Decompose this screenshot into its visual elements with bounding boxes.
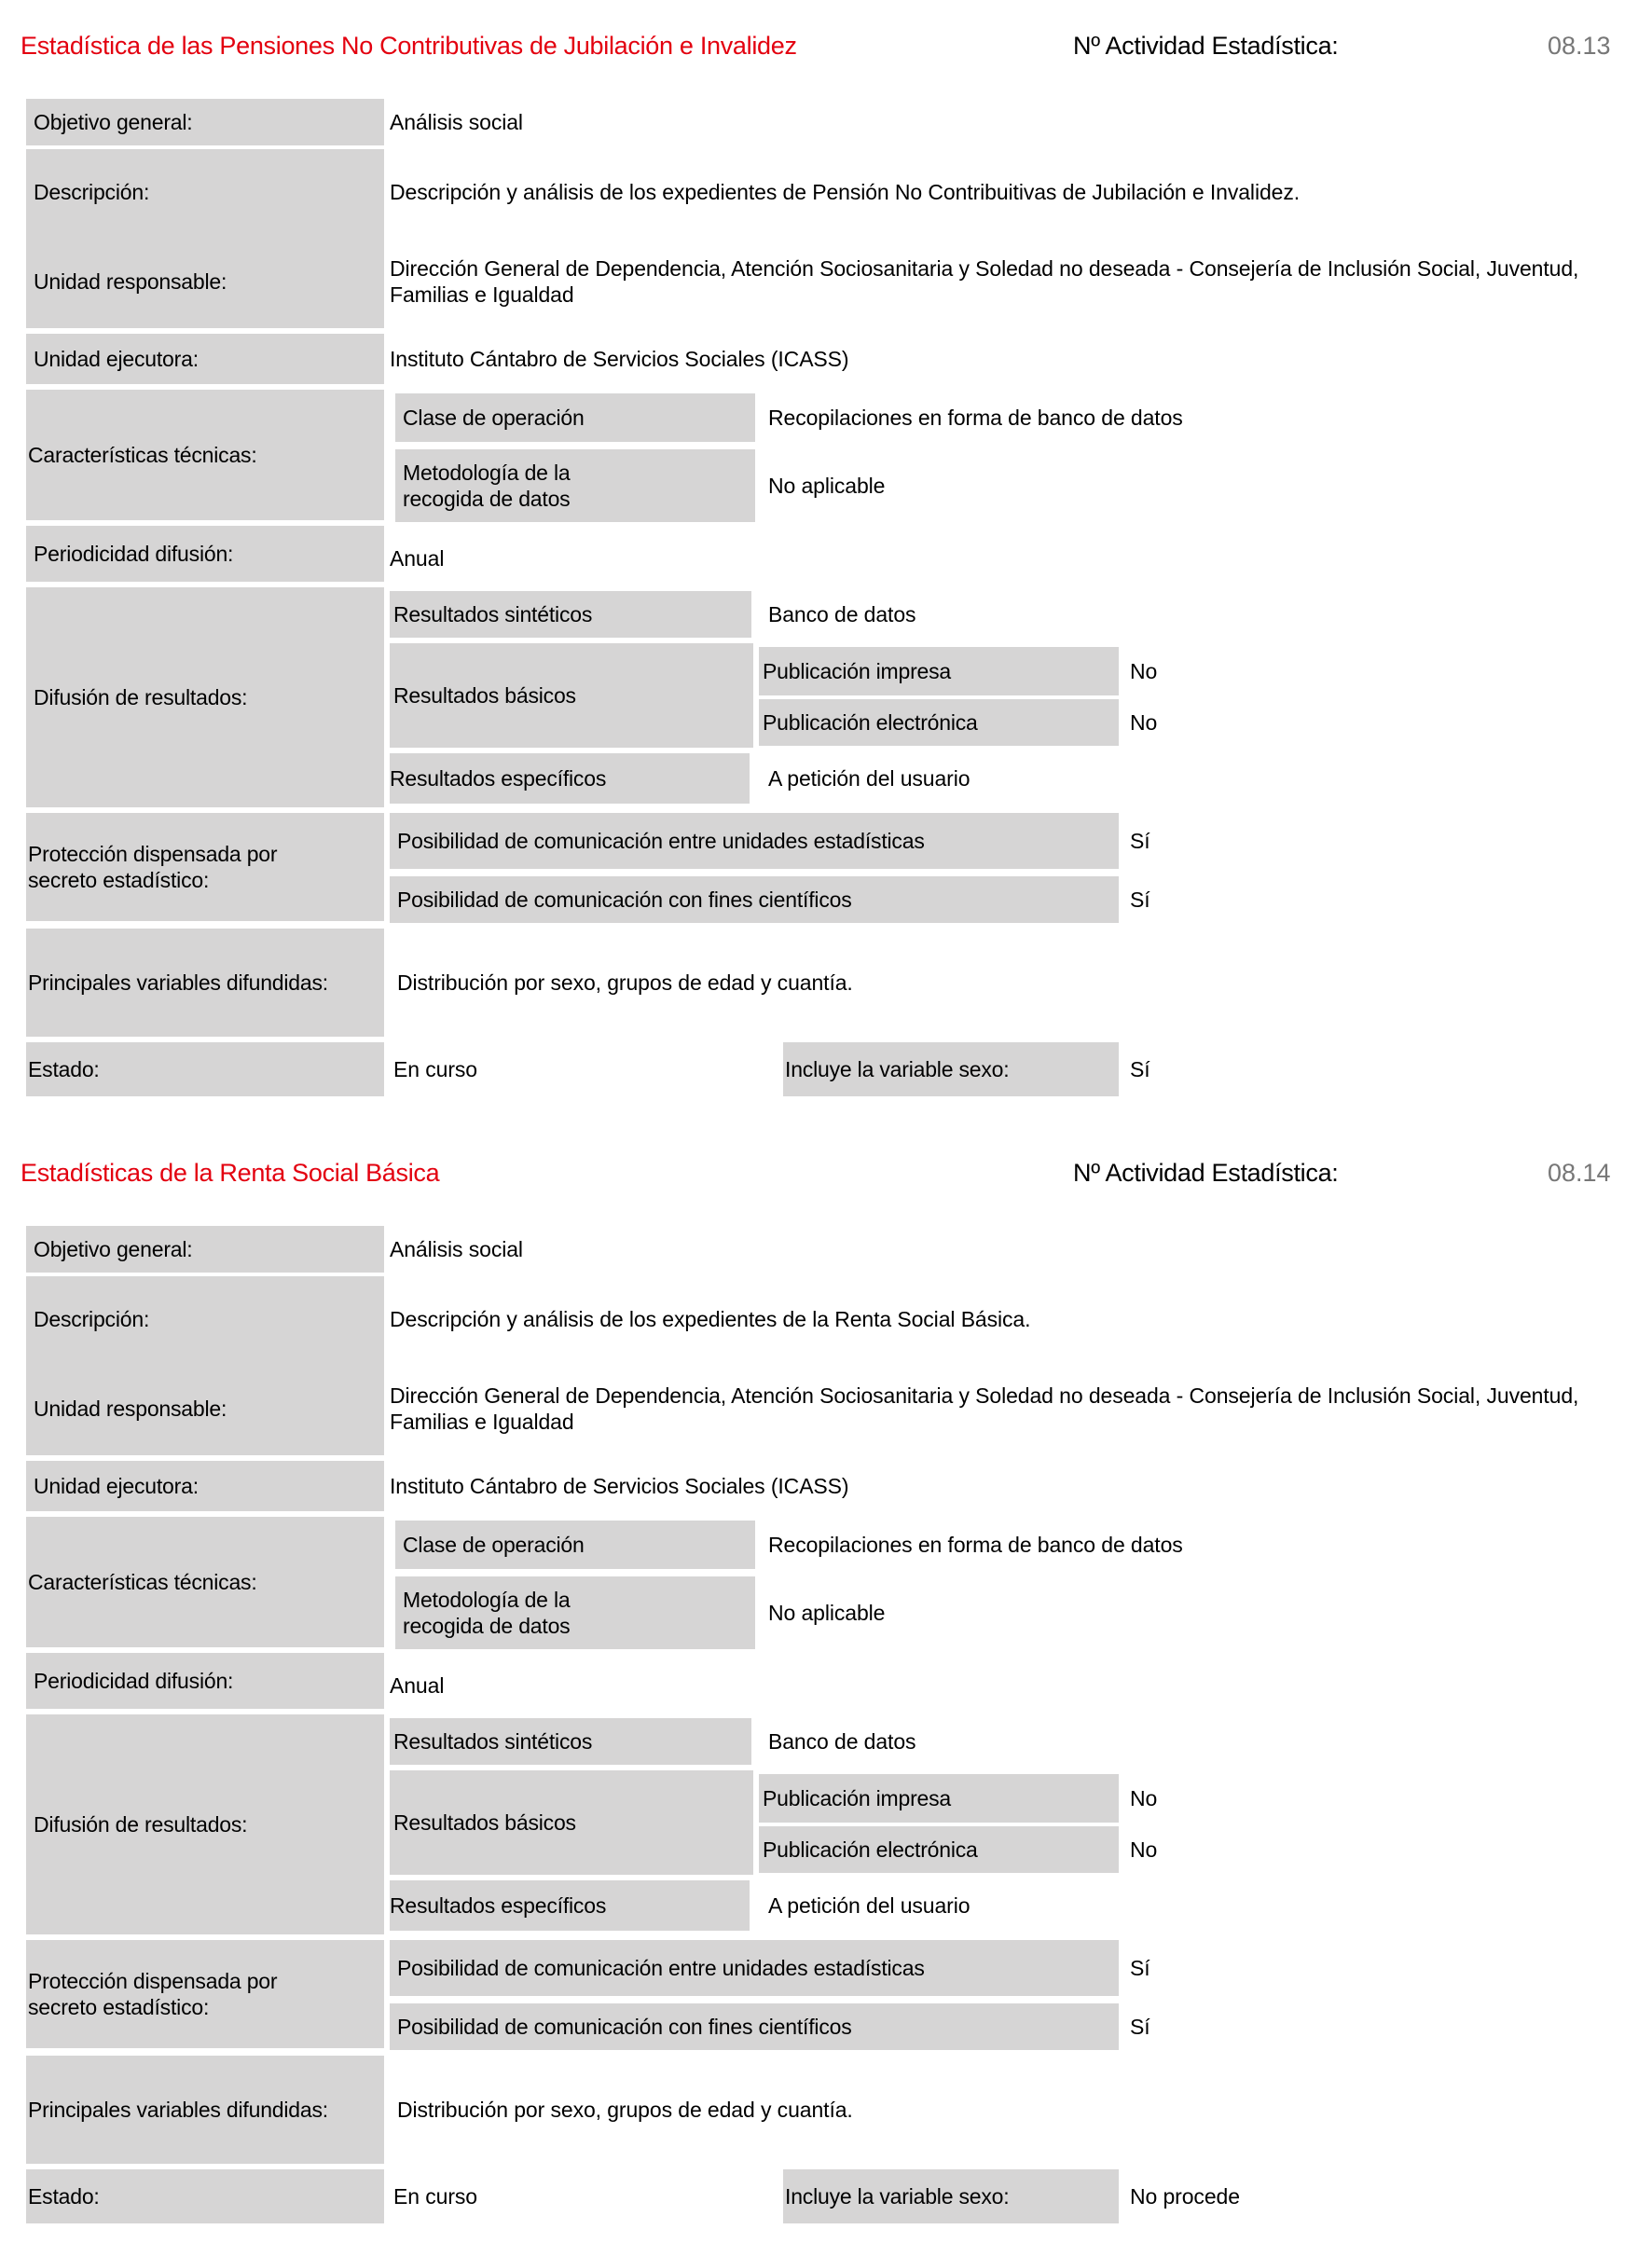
estado-label: Estado: [26,1042,384,1096]
variables-label: Principales variables difundidas: [26,2056,384,2164]
estado-value: En curso [393,2184,477,2209]
descripcion-label [26,149,384,328]
metodologia-value: No aplicable [768,474,886,498]
objetivo-label: Objetivo general: [26,99,384,145]
publicacion-impresa-label: Publicación impresa [759,1774,1119,1823]
variables-value: Distribución por sexo, grupos de edad y cuantía. [397,970,853,995]
estado-label: Estado: [26,2169,384,2223]
activity-number-label: Nº Actividad Estadística: [1073,1159,1339,1187]
unidad-ejecutora-value: Instituto Cántabro de Servicios Sociales (ICASS) [390,1474,849,1498]
incluye-sexo-label: Incluye la variable sexo: [783,1042,1119,1096]
activity-number: 08.13 [1548,32,1611,60]
objetivo-value: Análisis social [390,1237,523,1261]
incluye-sexo-label: Incluye la variable sexo: [783,2169,1119,2223]
resultados-especificos-value: A petición del usuario [768,766,971,791]
caracteristicas-label: Características técnicas: [26,1517,384,1647]
incluye-sexo-value: No procede [1130,2184,1240,2209]
comunicacion-unidades-value: Sí [1130,829,1150,853]
resultados-sinteticos-value: Banco de datos [768,1729,916,1754]
descripcion-value: Descripción y análisis de los expedientes de la Renta Social Básica. [390,1307,1031,1331]
clase-operacion-value: Recopilaciones en forma de banco de datos [768,1533,1183,1557]
incluye-sexo-value: Sí [1130,1057,1150,1081]
caracteristicas-label: Características técnicas: [26,390,384,520]
descripcion-label-text: Descripción: [34,1307,150,1331]
unidad-ejecutora-label: Unidad ejecutora: [26,1461,384,1511]
periodicidad-label: Periodicidad difusión: [26,1653,384,1709]
operation-title: Estadísticas de la Renta Social Básica [21,1159,440,1187]
metodologia-value: No aplicable [768,1601,886,1625]
activity-number-label: Nº Actividad Estadística: [1073,32,1339,60]
periodicidad-value: Anual [390,546,445,571]
resultados-especificos-value: A petición del usuario [768,1893,971,1918]
metodologia-label: Metodología de la recogida de datos [395,449,755,522]
metodologia-label: Metodología de la recogida de datos [395,1576,755,1649]
variables-label: Principales variables difundidas: [26,929,384,1037]
statistical-operation-card [0,0,1652,1119]
publicacion-electronica-label: Publicación electrónica [759,699,1119,746]
estado-value: En curso [393,1057,477,1081]
clase-operacion-label: Clase de operación [395,393,755,442]
comunicacion-cientificos-label: Posibilidad de comunicación con fines científicos [390,2003,1119,2050]
comunicacion-cientificos-value: Sí [1130,888,1150,912]
comunicacion-unidades-label: Posibilidad de comunicación entre unidades estadísticas [390,1940,1119,1996]
unidad-responsable-value: Dirección General de Dependencia, Atención Sociosanitaria y Soledad no deseada - Consejería de Inclusión Social, Juventud, Familias e Igualdad [390,1383,1579,1434]
publicacion-impresa-label: Publicación impresa [759,647,1119,695]
unidad-ejecutora-label: Unidad ejecutora: [26,334,384,384]
resultados-sinteticos-value: Banco de datos [768,602,916,626]
descripcion-value: Descripción y análisis de los expedientes de Pensión No Contribuitivas de Jubilación e Invalidez. [390,180,1301,204]
unidad-responsable-value: Dirección General de Dependencia, Atención Sociosanitaria y Soledad no deseada - Consejería de Inclusión Social, Juventud, Familias e Igualdad [390,256,1579,307]
clase-operacion-label: Clase de operación [395,1521,755,1569]
comunicacion-unidades-value: Sí [1130,1956,1150,1980]
publicacion-electronica-value: No [1130,1837,1158,1862]
periodicidad-value: Anual [390,1673,445,1698]
publicacion-impresa-value: No [1130,659,1158,683]
objetivo-value: Análisis social [390,110,523,134]
resultados-basicos-label: Resultados básicos [390,643,753,748]
comunicacion-cientificos-label: Posibilidad de comunicación con fines científicos [390,876,1119,923]
activity-number: 08.14 [1548,1159,1611,1187]
resultados-especificos-label: Resultados específicos [390,1880,750,1931]
resultados-sinteticos-label: Resultados sintéticos [390,1718,751,1765]
unidad-responsable-label: Unidad responsable: [34,1397,227,1421]
unidad-ejecutora-value: Instituto Cántabro de Servicios Sociales (ICASS) [390,347,849,371]
publicacion-electronica-label: Publicación electrónica [759,1826,1119,1873]
publicacion-impresa-value: No [1130,1786,1158,1810]
descripcion-label [26,1276,384,1455]
difusion-label: Difusión de resultados: [26,1714,384,1934]
unidad-responsable-label: Unidad responsable: [34,269,227,294]
operation-title: Estadística de las Pensiones No Contributivas de Jubilación e Invalidez [21,32,797,60]
comunicacion-unidades-label: Posibilidad de comunicación entre unidades estadísticas [390,813,1119,869]
resultados-basicos-label: Resultados básicos [390,1770,753,1875]
variables-value: Distribución por sexo, grupos de edad y cuantía. [397,2098,853,2122]
objetivo-label: Objetivo general: [26,1226,384,1273]
clase-operacion-value: Recopilaciones en forma de banco de datos [768,406,1183,430]
proteccion-label: Protección dispensada por secreto estadístico: [26,813,384,921]
periodicidad-label: Periodicidad difusión: [26,526,384,582]
proteccion-label: Protección dispensada por secreto estadístico: [26,1940,384,2048]
publicacion-electronica-value: No [1130,710,1158,735]
comunicacion-cientificos-value: Sí [1130,2015,1150,2039]
descripcion-label-text: Descripción: [34,180,150,204]
resultados-sinteticos-label: Resultados sintéticos [390,591,751,638]
resultados-especificos-label: Resultados específicos [390,753,750,804]
difusion-label: Difusión de resultados: [26,587,384,807]
statistical-operation-card [0,1127,1652,2246]
